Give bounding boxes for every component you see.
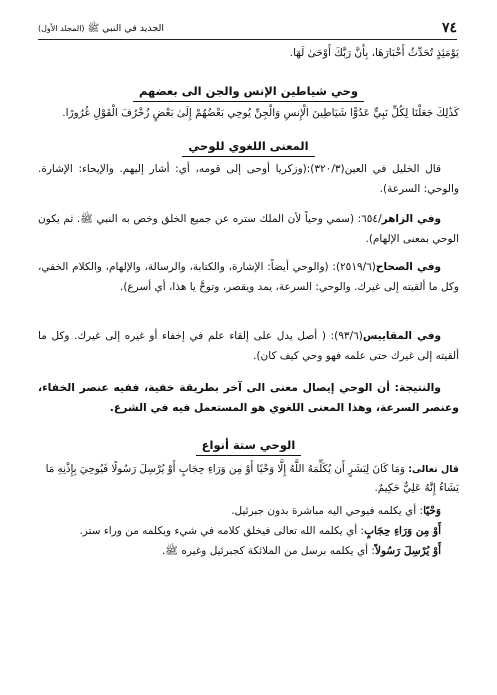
paragraph-text: (٩٣/٦): ( أصل يدل على إلقاء علم في إخفاء أو غيره إلى غيرك. وكل ما ألقيته إلى غيرك حتى علمه فهو وحي كيف كان).	[38, 330, 459, 362]
paragraph-al-sihah	[38, 258, 459, 297]
type-term: وَحْيًا	[423, 505, 441, 517]
type-item-2	[38, 522, 459, 541]
type-term: أَوْ يُرْسِلَ رَسُولاً	[374, 545, 441, 557]
source-name: وفي الزاهر	[381, 213, 441, 225]
verse-text: وَمَا كَانَ لِبَشَرٍ أَن يُكَلِّمَهُ اللَّهُ إِلَّا وَحْيًا أَوْ مِن وَرَاءِ حِجَابٍ أَوْ يُرْسِلَ رَسُولًا فَيُوحِيَ بِإِذْنِهِ مَا يَشَاءُ إِنَّهُ عَلِيٌّ حَكِيمٌ.	[45, 463, 459, 494]
quran-verse-2: كَذَٰلِكَ جَعَلْنَا لِكُلِّ نَبِيٍّ عَدُوًّا شَيَاطِينَ الْإِنسِ وَالْجِنِّ يُوحِي بَعْضُهُمْ إِلَىٰ بَعْضٍ زُخْرُفَ الْقَوْلِ غُرُورًا.	[62, 107, 459, 119]
type-desc: : أي يكلمه فيوحي اليه مباشرة بدون جبرئيل.	[231, 505, 424, 517]
heading-text: الوحي ستة أنواع	[196, 438, 302, 456]
paragraph-text: (٢٥١٩/٦): (والوحي أيضاً: الإشارة، والكتابة، والرسالة، والإلهام، والكلام الخفي، وكل ما ألقيته إلى غيرك. والوحي: السرعة، يمد ويقصر، وتوحَّ يا هذا، أي أسرع).	[38, 261, 459, 293]
type-term: أَوْ مِن وَرَاءِ حِجَابٍ	[364, 525, 441, 537]
quran-verse-3	[38, 460, 459, 498]
verse-intro: قال تعالى:	[408, 464, 459, 475]
heading-text: وحي شياطين الإنس والجن الى بعضهم	[133, 84, 364, 102]
section-heading-1	[0, 80, 497, 102]
type-item-1	[38, 502, 459, 521]
page-number: ٧٤	[441, 20, 457, 36]
section-heading-2	[0, 135, 497, 157]
conclusion-paragraph: والنتيجة: أن الوحي إيصال معنى الى آخر بطريقة خفية، ففيه عنصر الخفاء، وعنصر السرعة، وهذا المعنى اللغوي هو المستعمل فيه في الشرع.	[38, 381, 459, 414]
paragraph-al-maqayis	[38, 327, 459, 366]
type-desc: : أي يكلمه برسل من الملائكة كجبرئيل وغيره ﷺ.	[161, 545, 375, 557]
book-title	[38, 22, 164, 36]
paragraph-text: /٦٥٤: (سمي وحياً لأن الملك ستره عن جميع الخلق وخص به النبي ﷺ. ثم يكون الوحي بمعنى الإلهام).	[38, 213, 459, 245]
source-name: وفي المقاييس	[362, 330, 441, 342]
type-item-3	[38, 542, 459, 561]
section-heading-3	[0, 434, 497, 456]
heading-text: المعنى اللغوي للوحي	[182, 139, 314, 157]
running-head	[38, 14, 457, 40]
type-desc: : أي يكلمه الله تعالى فيخلق كلامه في شيء ويكلمه من وراء ستر.	[79, 525, 365, 537]
paragraph-al-ayn: قال الخليل في العين(٣٢٠/٣):(وزكريا أوحى إلى قومه، أي: أشار إليهم. والإيحاء: الإشارة. والوحي: السرعة).	[38, 163, 459, 195]
volume-label: (المجلد الأول)	[38, 24, 85, 33]
book-title-text: الجديد في النبي ﷺ	[87, 23, 165, 34]
source-name: وفي الصحاح	[375, 261, 441, 273]
quran-verse-top: يَوْمَئِذٍ تُحَدِّثُ أَخْبَارَهَا، بِأَنَّ رَبَّكَ أَوْحَىٰ لَهَا.	[289, 47, 459, 59]
paragraph-al-zahir	[38, 210, 459, 249]
